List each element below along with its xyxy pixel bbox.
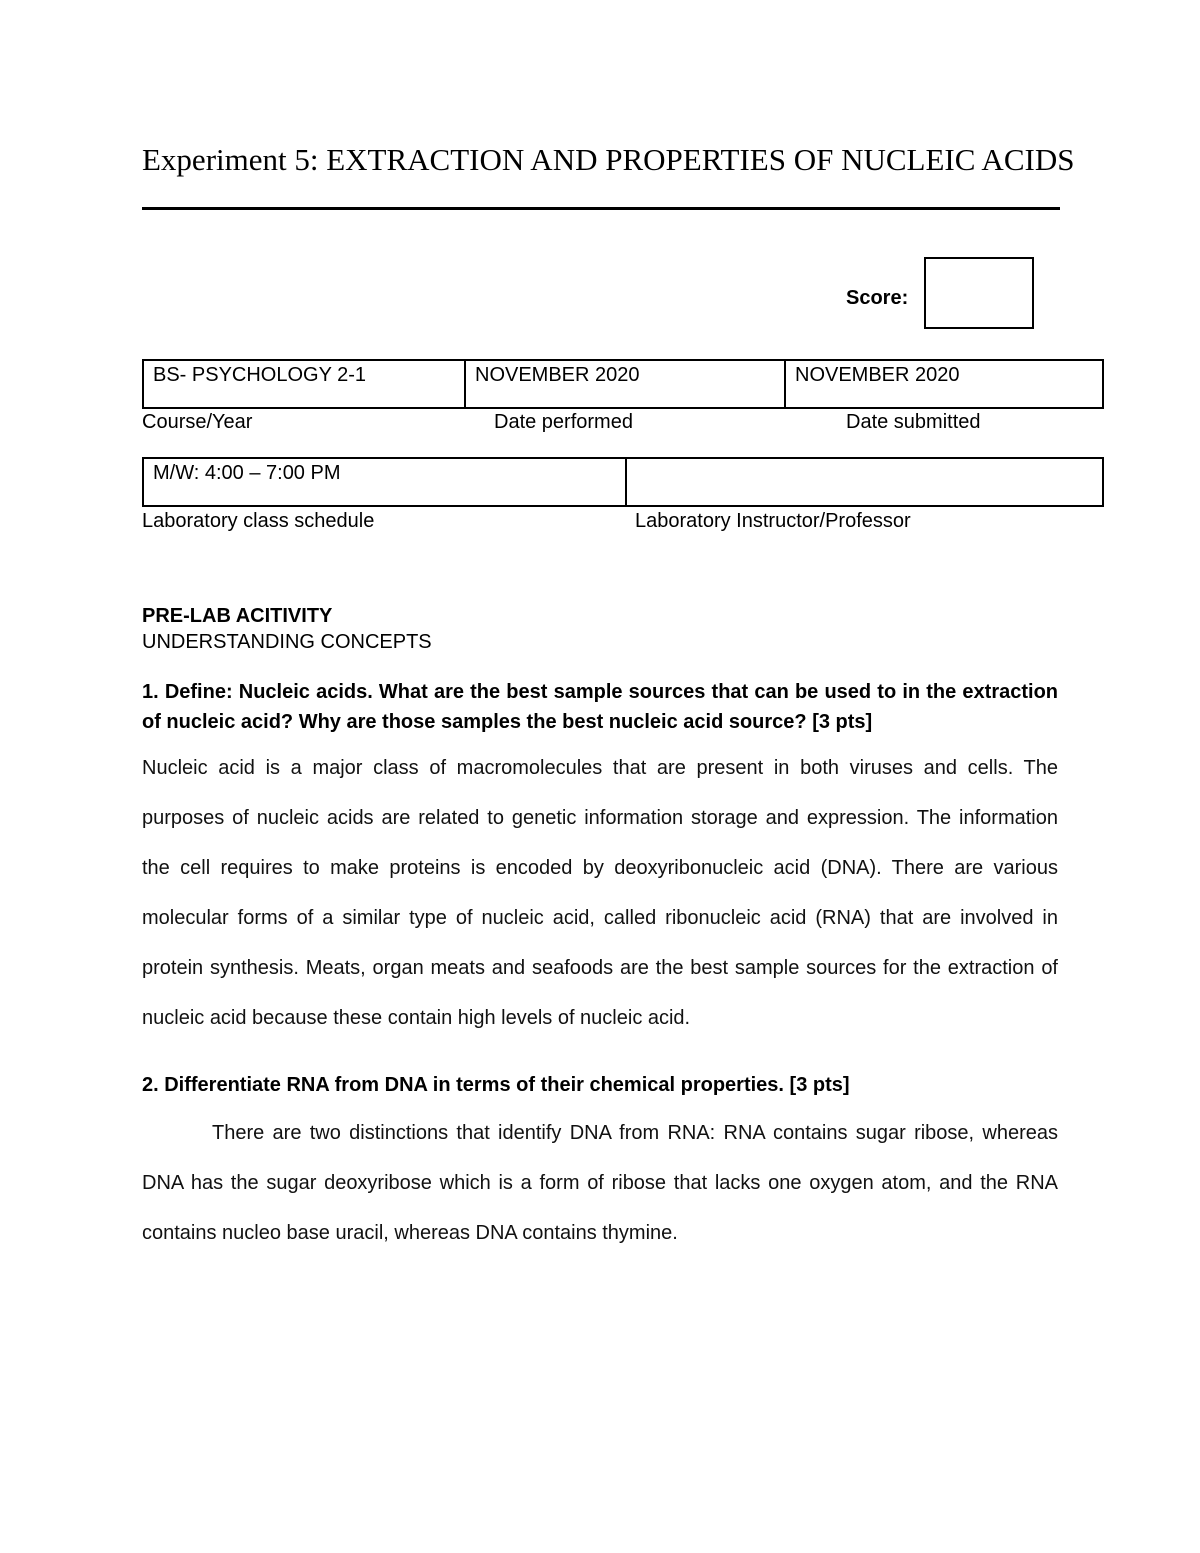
schedule-caption: Laboratory class schedule [142, 510, 375, 532]
date-performed-caption: Date performed [494, 411, 633, 433]
question-2: 2. Differentiate RNA from DNA in terms of their chemical properties. [3 pts] [142, 1074, 850, 1096]
course-year-caption: Course/Year [142, 411, 253, 433]
section-heading: PRE-LAB ACITIVITY [142, 605, 333, 627]
date-submitted-caption: Date submitted [846, 411, 981, 433]
question-1: 1. Define: Nucleic acids. What are the best sample sources that can be used to in the extraction of nucleic acid? Why are those samples the best nucleic acid source? [3 pts] [142, 681, 1058, 733]
date-submitted-field: NOVEMBER 2020 [784, 361, 1102, 407]
schedule-field: M/W: 4:00 – 7:00 PM [153, 462, 341, 484]
schedule-instructor-table [142, 457, 1104, 507]
answer-1: Nucleic acid is a major class of macromolecules that are present in both viruses and cells. The purposes of nucleic acids are related to genetic information storage and expression. The information the cell requires to make proteins is encoded by deoxyribonucleic acid (DNA). There are various molecular forms of a similar type of nucleic acid, called ribonucleic acid (RNA) that are involved in protein synthesis. Meats, organ meats and seafoods are the best sample sources for the extraction of nucleic acid because these contain high levels of nucleic acid. [142, 757, 1058, 1029]
course-year-field: BS- PSYCHOLOGY 2-1 [153, 364, 367, 386]
document-title: Experiment 5: EXTRACTION AND PROPERTIES OF NUCLEIC ACIDS [142, 142, 1075, 177]
score-box [924, 257, 1034, 329]
instructor-field [625, 459, 1102, 505]
course-date-table [142, 359, 1104, 409]
instructor-caption: Laboratory Instructor/Professor [635, 510, 911, 532]
date-performed-field: NOVEMBER 2020 [464, 361, 784, 407]
answer-2: There are two distinctions that identify DNA from RNA: RNA contains sugar ribose, whereas DNA has the sugar deoxyribose which is a form of ribose that lacks one oxygen atom, and the RNA contains nucleo base uracil, whereas DNA contains thymine. [142, 1122, 1058, 1244]
title-underline [142, 207, 1060, 210]
section-subheading: UNDERSTANDING CONCEPTS [142, 631, 432, 653]
score-label: Score: [846, 287, 909, 309]
